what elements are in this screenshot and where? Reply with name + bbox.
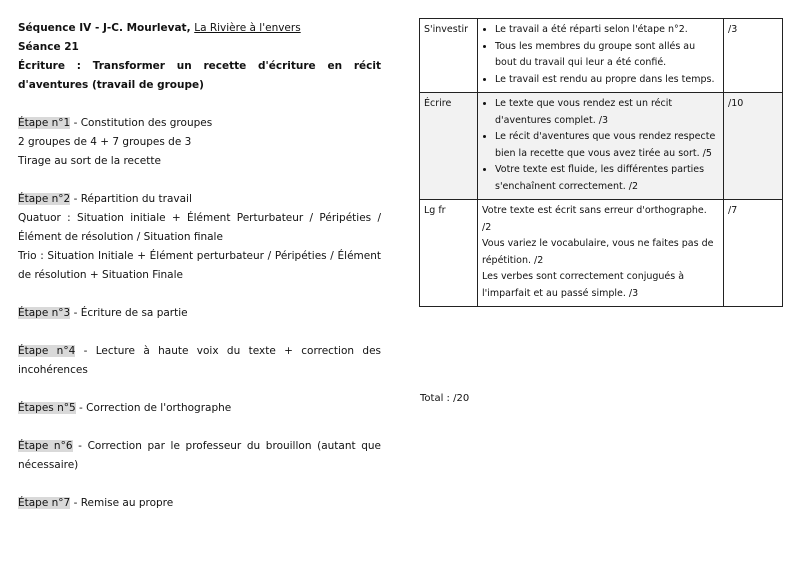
items-cell	[478, 200, 724, 307]
lesson-instructions	[18, 19, 381, 513]
step-7	[18, 494, 381, 513]
criterion-cell: Écrire	[420, 93, 478, 200]
grid-row-lgfr	[420, 200, 783, 307]
step-label: Étape n°2	[18, 193, 71, 205]
step-5	[18, 399, 381, 418]
score-cell: /7	[724, 200, 783, 307]
step-1-line-2: Tirage au sort de la recette	[18, 155, 161, 167]
step-2-quatuor: Quatuor : Situation initiale + Élément Perturbateur / Péripéties / Élément de résolution / Situation finale	[18, 212, 381, 243]
score-cell: /10	[724, 93, 783, 200]
items-cell	[478, 19, 724, 93]
subject-title: Écriture : Transformer un recette d'écriture en récit d'aventures (travail de groupe)	[18, 60, 381, 91]
seance-title: Séance 21	[18, 41, 79, 53]
step-1-line-1: 2 groupes de 4 + 7 groupes de 3	[18, 136, 192, 148]
step-title: - Lecture à haute voix du texte + correction des incohérences	[18, 345, 381, 376]
step-title: - Constitution des groupes	[70, 117, 213, 129]
list-item: • Le récit d'aventures que vous rendez respecte bien la recette que vous avez tirée au sort. /5	[495, 129, 719, 162]
grid-row-ecrire	[420, 93, 783, 200]
step-title: - Remise au propre	[70, 497, 174, 509]
step-2-trio: Trio : Situation Initiale + Élément perturbateur / Péripéties / Élément de résolution + Situation Finale	[18, 250, 381, 281]
step-6	[18, 437, 381, 475]
step-label: Étape n°4	[18, 345, 76, 357]
book-title: La Rivière à l'envers	[194, 22, 301, 34]
step-label: Étape n°3	[18, 307, 71, 319]
grid-row-sinvestir	[420, 19, 783, 93]
step-label: Étapes n°5	[18, 402, 76, 414]
line-item: Votre texte est écrit sans erreur d'orthographe. /2	[482, 205, 707, 233]
evaluation-grid	[419, 18, 783, 307]
step-3	[18, 304, 381, 323]
total-score: Total : /20	[420, 393, 470, 404]
criterion-cell: S'investir	[420, 19, 478, 93]
list-item: • Le texte que vous rendez est un récit d'aventures complet. /3	[495, 96, 719, 129]
line-item: Les verbes sont correctement conjugués à l'imparfait et au passé simple. /3	[482, 271, 685, 299]
step-title: - Correction de l'orthographe	[75, 402, 232, 414]
step-1	[18, 114, 381, 133]
list-item: • Tous les membres du groupe sont allés au bout du travail qui leur a été confié.	[495, 39, 719, 72]
step-label: Étape n°1	[18, 117, 71, 129]
step-title: - Correction par le professeur du brouillon (autant que nécessaire)	[18, 440, 382, 471]
line-item: Vous variez le vocabulaire, vous ne faites pas de répétition. /2	[482, 238, 714, 266]
sequence-prefix: Séquence IV - J-C. Mourlevat,	[18, 22, 195, 34]
step-4	[18, 342, 381, 380]
step-title: - Répartition du travail	[70, 193, 192, 205]
list-item: • Le travail a été réparti selon l'étape n°2.	[495, 22, 719, 39]
list-item: • Le travail est rendu au propre dans les temps.	[495, 72, 719, 89]
criterion-cell: Lg fr	[420, 200, 478, 307]
sequence-line	[18, 19, 381, 38]
list-item: • Votre texte est fluide, les différentes parties s'enchaînent correctement. /2	[495, 162, 719, 195]
step-label: Étape n°7	[18, 497, 71, 509]
step-label: Étape n°6	[18, 440, 73, 452]
items-cell	[478, 93, 724, 200]
step-2	[18, 190, 381, 209]
score-cell: /3	[724, 19, 783, 93]
step-title: - Écriture de sa partie	[70, 307, 188, 319]
